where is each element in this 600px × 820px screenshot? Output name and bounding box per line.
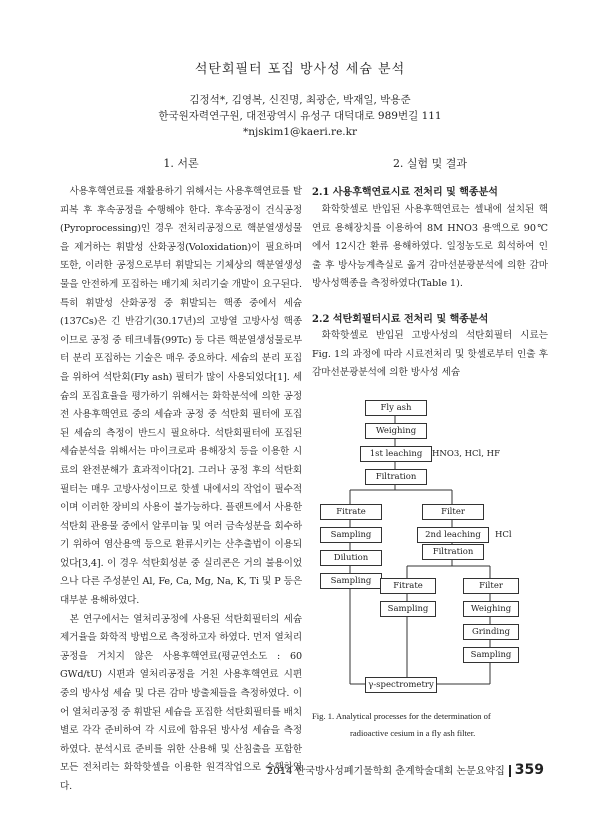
section-1-heading: 1. 서론 (163, 157, 199, 170)
intro-paragraph-1: 사용후핵연료를 재활용하기 위해서는 사용후핵연료를 탈피복 후 후속공정을 수행해야 한다. 후속공정이 건식공정(Pyroprocessing)인 경우 전처리공정으로 핵분열생성물을 제거하는 휘발성 산화공정(Voloxidation)이 필요하며 또한, 이러한 공정으로부터 휘발되는 기체상의 핵분열생성물을 안전하게 포집하는 배기체 처리기술 개발이 요구된다. 특히 휘발성 산화공정 중 휘발되는 핵종 중에서 세슘(137Cs)은 긴 반감기(30.17년)의 고방열 고방사성 핵종이므로 공정 중 테크네튬(99Tc) 등 다른 핵분열생성물로부터 분리 포집하는 기술은 매우 중요하다. 세슘의 분리 포집을 위하여 석탄회(Fly ash) 필터가 많이 사용되었다[1]. 세슘의 포집효율을 평가하기 위해서는 화학분석에 의한 공정 전 사용후핵연료 중의 세슘과 공정 중 석탄회 필터에 포집된 세슘의 측정이 반드시 필요하다. 석탄회필터에 포집된 세슘분석을 위해서는 마이크로파 용해장치 등을 이용한 시료의 완전분해가 효과적이다[2]. 그러나 공정 후의 석탄회필터는 매우 고방사성이므로 핫셀 내에서의 작업이 필수적이며 이러한 장비의 사용이 불가능하다. 플랜트에서 사용한 석탄회 관용물 중에서 알루미늄 및 여러 금속성분을 회수하기 위하여 염산용액 등으로 환류시키는 산추출법이 이용되었다[3,4]. 이 경우 석탄회성분 중 실리콘은 거의 불용이었으나 다른 주성분인 Al, Fe, Ca, Mg, Na, K, Ti 및 P 등은 대부분 용해하였다. (60, 186, 302, 607)
box-sampling-2: Sampling (320, 573, 382, 589)
intro-paragraph-2: 본 연구에서는 열처리공정에 사용된 석탄회필터의 세슘 제거율을 화학적 방법으로 측정하고자 하였다. 먼저 열처리공정을 거치지 않은 사용후핵연료(평균연소도 : 60 GWd/tU) 시편과 열처리공정을 거친 사용후핵연료 시편 중의 방사성 세슘 및 다른 감마 방출체들을 측정하였다. 이어 열처리공정 중 휘발된 세슘을 포집한 석탄회필터를 배치별로 각각 준비하여 각 시료에 함유된 방사성 세슘을 측정하였다. 분석시료 준비를 위한 산용해 및 산침출을 포함한 모든 전처리는 화학핫셀을 이용한 원격작업으로 수행하였다. (60, 613, 302, 792)
box-1st-leaching: 1st leaching (360, 446, 432, 462)
box-weighing-1: Weighing (365, 423, 427, 439)
caption-line-1: Fig. 1. Analytical processes for the determination of (312, 711, 491, 721)
page-footer (267, 762, 544, 778)
box-fitrate-2: Fitrate (380, 578, 436, 594)
box-sampling-3: Sampling (380, 601, 436, 617)
box-filter-1: Filter (422, 504, 484, 520)
box-filtration-1: Filtration (365, 469, 427, 485)
box-sampling-4: Sampling (463, 647, 519, 663)
box-2nd-leaching: 2nd leaching (417, 527, 489, 543)
paper-title: 석탄회필터 포집 방사성 세슘 분석 (194, 62, 406, 77)
reagent-2nd-leaching: HCl (495, 530, 512, 540)
box-fitrate-1: Fitrate (320, 504, 382, 520)
box-weighing-2: Weighing (463, 601, 519, 617)
reagents-1st-leaching: HNO3, HCl, HF (432, 449, 500, 459)
subsection-2-2-heading: 2.2 석탄회필터시료 전처리 및 핵종분석 (312, 314, 489, 325)
figure-1-caption (312, 708, 548, 742)
box-fly-ash: Fly ash (365, 400, 427, 416)
box-filtration-2: Filtration (422, 544, 484, 560)
box-sampling-1: Sampling (320, 527, 382, 543)
subsection-2-1-text: 화학핫셀로 반입된 사용후핵연료는 셀내에 설치된 핵연료 용해장치를 이용하여 8M HNO3 용액으로 90℃에서 12시간 환류 용해하였다. 일정농도로 희석하여 인출 후 방사능계측실로 옮겨 감마선분광분석에 의한 감마 방사성핵종을 측정하였다(Table 1). (312, 204, 548, 290)
box-filter-2: Filter (463, 578, 519, 594)
box-grinding: Grinding (463, 624, 519, 640)
footer-proceedings-title: 2014 한국방사성폐기물학회 춘계학술대회 논문요약집 (266, 766, 505, 777)
footer-divider (509, 765, 511, 777)
subsection-2-2-body (312, 327, 548, 383)
subsection-2-1-heading: 2.1 사용후핵연료시료 전처리 및 핵종분석 (312, 187, 498, 198)
subsection-2-2-text: 화학핫셀로 반입된 고방사성의 석탄회필터 시료는 Fig. 1의 과정에 따라 시료전처리 및 핫셀로부터 인출 후 감마선분광분석에 의한 방사성 세슘 (312, 330, 548, 379)
figure-1-flowchart (312, 400, 548, 700)
author-names: 김정석*, 김영복, 신진명, 최광순, 박재일, 박용준 (189, 94, 411, 106)
section-2-heading: 2. 실험 및 결과 (392, 157, 468, 170)
box-gamma-spectrometry: γ-spectrometry (365, 677, 437, 693)
left-column (60, 183, 302, 797)
box-dilution: Dilution (320, 550, 382, 566)
page-number: 359 (514, 762, 544, 778)
author-block (0, 92, 600, 140)
caption-line-2: radioactive cesium in a fly ash filter. (350, 728, 476, 738)
author-affiliation: 한국원자력연구원, 대전광역시 유성구 대덕대로 989번길 111 (158, 110, 442, 122)
subsection-2-1-body (312, 201, 548, 294)
author-email: *njskim1@kaeri.re.kr (242, 126, 358, 138)
